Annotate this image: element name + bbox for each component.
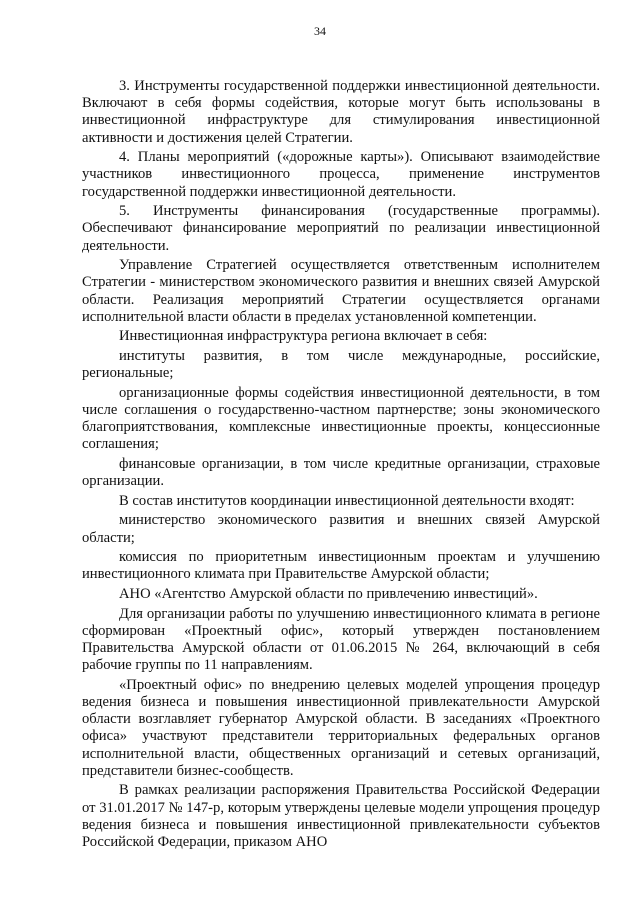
paragraph-coordination-intro: В состав институтов координации инвестиционной деятельности входят: bbox=[119, 492, 575, 509]
page-number: 34 bbox=[314, 24, 326, 38]
list-item-financial-organizations: финансовые организации, в том числе кредитные организации, страховые организации. bbox=[82, 456, 600, 490]
list-item-agency: АНО «Агентство Амурской области по привлечению инвестиций». bbox=[119, 585, 538, 602]
paragraph-strategy-management: Управление Стратегией осуществляется ответственным исполнителем Стратегии - министерством экономического развития и внешних связей Амурской области. Реализация мероприятий Стратегии осуществляется органами исполнительной власти области в пределах установленной компетенции. bbox=[82, 257, 600, 325]
paragraph-government-order: В рамках реализации распоряжения Правительства Российской Федерации от 31.01.2017 № 147-р, которым утверждены целевые модели упрощения процедур ведения бизнеса и повышения инвестиционной привлекательности субъектов Российской Федерации, приказом АНО bbox=[82, 782, 600, 850]
paragraph-project-office-formed: Для организации работы по улучшению инвестиционного климата в регионе сформирован «Проектный офис», который утвержден постановлением Правительства Амурской области от 01.06.2015 № 264, включающий в себя рабочие группы по 11 направлениям. bbox=[82, 605, 600, 674]
list-item-organizational-forms: организационные формы содействия инвестиционной деятельности, в том числе соглашения о государственно-частном партнерстве; зоны экономического благоприятствования, комплексные инвестиционные проекты, концессионные соглашения; bbox=[82, 384, 600, 453]
list-item-ministry: министерство экономического развития и внешних связей Амурской области; bbox=[82, 512, 600, 546]
paragraph-project-office-head: «Проектный офис» по внедрению целевых моделей упрощения процедур ведения бизнеса и повышения инвестиционной привлекательности Амурской области возглавляет губернатор Амурской области. В заседаниях «Проектного офиса» участвуют представители территориальных федеральных органов исполнительной власти, общественных организаций и сетевых организаций, представители бизнес-сообществ. bbox=[82, 676, 600, 779]
list-item-development-institutes: институты развития, в том числе международные, российские, региональные; bbox=[82, 348, 600, 382]
list-item-commission: комиссия по приоритетным инвестиционным проектам и улучшению инвестиционного климата при Правительстве Амурской области; bbox=[82, 549, 600, 583]
paragraph-infrastructure-intro: Инвестиционная инфраструктура региона включает в себя: bbox=[119, 328, 488, 345]
document-body bbox=[82, 78, 600, 854]
paragraph-strategy-tool-4: 4. Планы мероприятий («дорожные карты»). Описывают взаимодействие участников инвестиционного процесса, применение инструментов государственной поддержки инвестиционной деятельности. bbox=[82, 149, 600, 200]
paragraph-strategy-tool-5: 5. Инструменты финансирования (государственные программы). Обеспечивают финансирование мероприятий по реализации инвестиционной деятельности. bbox=[82, 203, 600, 254]
paragraph-strategy-tool-3: 3. Инструменты государственной поддержки инвестиционной деятельности. Включают в себя формы содействия, которые могут быть использованы в инвестиционной инфраструктуре для стимулирования инвестиционной активности и достижения целей Стратегии. bbox=[82, 78, 600, 146]
